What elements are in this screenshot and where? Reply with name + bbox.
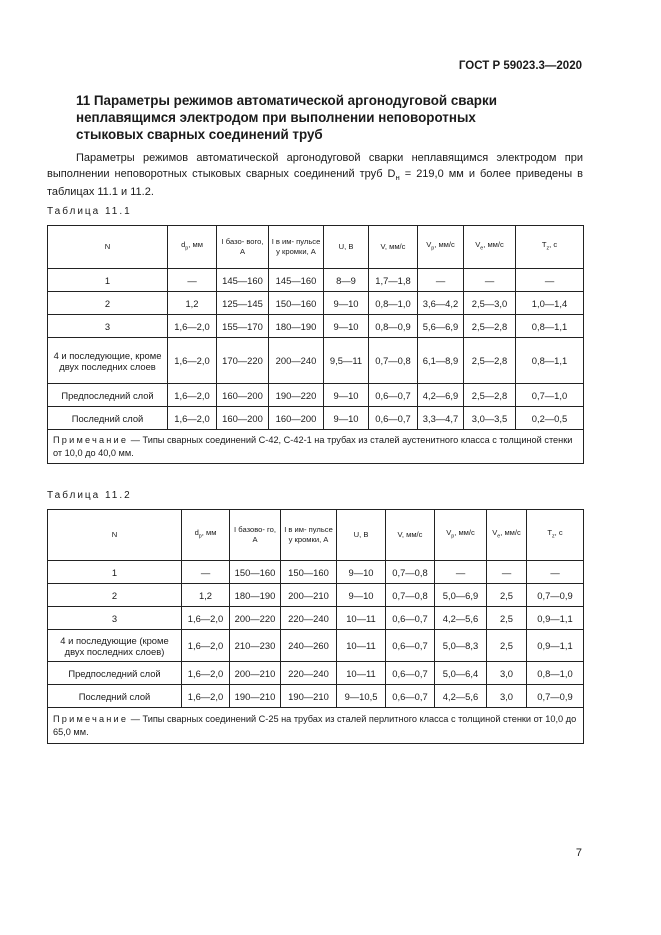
cell: 1	[48, 269, 168, 292]
cell: 220—240	[281, 607, 337, 630]
cell: —	[516, 269, 584, 292]
cell: 0,9—1,1	[527, 607, 584, 630]
cell: 9—10	[324, 407, 369, 430]
cell: 0,6—0,7	[386, 662, 435, 685]
cell: 1,6—2,0	[168, 315, 217, 338]
document-code: ГОСТ Р 59023.3—2020	[458, 60, 582, 72]
cell: 180—190	[230, 584, 281, 607]
cell: 0,8—0,9	[369, 315, 418, 338]
header-dp: $d_p$, мм	[168, 226, 217, 269]
header-dp: $d_p$, мм	[182, 510, 230, 561]
cell: 150—160	[230, 561, 281, 584]
cell: 5,0—6,9	[435, 584, 487, 607]
cell: 8—9	[324, 269, 369, 292]
cell: 3	[48, 315, 168, 338]
cell: 190—210	[281, 685, 337, 708]
cell: —	[182, 561, 230, 584]
cell: 0,2—0,5	[516, 407, 584, 430]
section-title-line: неплавящимся электродом при выполнении неповоротных	[76, 110, 476, 125]
cell: 2,5—2,8	[464, 315, 516, 338]
header-v: V, мм/с	[386, 510, 435, 561]
cell: 200—210	[230, 662, 281, 685]
cell: 200—210	[281, 584, 337, 607]
cell: 4,2—5,6	[435, 607, 487, 630]
cell: 150—160	[269, 292, 324, 315]
cell: 5,6—6,9	[418, 315, 464, 338]
cell: 2,5	[487, 630, 527, 662]
cell: 0,6—0,7	[386, 630, 435, 662]
table-11-2	[47, 509, 584, 744]
table-11-1	[47, 225, 584, 464]
cell: 0,7—0,8	[386, 584, 435, 607]
cell: 4,2—6,9	[418, 384, 464, 407]
cell: 9—10	[337, 584, 386, 607]
cell: 2	[48, 292, 168, 315]
table-row	[48, 561, 584, 584]
cell: 9—10	[324, 384, 369, 407]
cell: 1,6—2,0	[182, 630, 230, 662]
section-title	[76, 92, 546, 143]
cell: 2,5—2,8	[464, 384, 516, 407]
cell: 2,5	[487, 607, 527, 630]
table-row	[48, 292, 584, 315]
cell: 10—11	[337, 630, 386, 662]
cell: 150—160	[281, 561, 337, 584]
table-row	[48, 662, 584, 685]
header-v: V, мм/с	[369, 226, 418, 269]
cell: 10—11	[337, 662, 386, 685]
cell: 4 и последующие, кроме двух последних слоев	[48, 338, 168, 384]
cell: 1,6—2,0	[168, 384, 217, 407]
cell: 3	[48, 607, 182, 630]
intro-paragraph: Параметры режимов автоматической аргонодуговой сварки неплавящимся электродом при выполнении неповоротных стыковых сварных соединений труб $D_н = 219,0$ мм и более приведены в таблицах 11.1 и 11.2.	[47, 152, 583, 199]
header-n: N	[48, 226, 168, 269]
cell: 9,5—11	[324, 338, 369, 384]
cell: 0,6—0,7	[386, 607, 435, 630]
cell: 1	[48, 561, 182, 584]
header-n: N	[48, 510, 182, 561]
cell: 1,2	[168, 292, 217, 315]
cell: 0,6—0,7	[386, 685, 435, 708]
header-ve: $V_e$, мм/с	[487, 510, 527, 561]
cell: Предпоследний слой	[48, 384, 168, 407]
cell: 5,0—6,4	[435, 662, 487, 685]
cell: 9—10,5	[337, 685, 386, 708]
cell: —	[168, 269, 217, 292]
table-header-row	[48, 510, 584, 561]
table-note: Примечание — Типы сварных соединений С-42, С-42-1 на трубах из сталей аустенитного класса с толщиной стенки от 10,0 до 40,0 мм.	[48, 430, 584, 464]
cell: —	[418, 269, 464, 292]
table-note-row	[48, 708, 584, 744]
table-row	[48, 630, 584, 662]
cell: 155—170	[217, 315, 269, 338]
header-i-base: I базо- вого, А	[217, 226, 269, 269]
table-caption: Таблица 11.1	[47, 206, 132, 217]
header-u: U, В	[324, 226, 369, 269]
cell: —	[464, 269, 516, 292]
table-row	[48, 338, 584, 384]
cell: 200—240	[269, 338, 324, 384]
cell: 1,6—2,0	[168, 407, 217, 430]
cell: 3,6—4,2	[418, 292, 464, 315]
section-title-line: стыковых сварных соединений труб	[76, 127, 323, 142]
cell: 0,6—0,7	[369, 407, 418, 430]
cell: 10—11	[337, 607, 386, 630]
cell: 190—210	[230, 685, 281, 708]
cell: 1,2	[182, 584, 230, 607]
cell: 160—200	[217, 407, 269, 430]
cell: 3,0	[487, 662, 527, 685]
table-row	[48, 607, 584, 630]
cell: 145—160	[269, 269, 324, 292]
header-tz: $T_z$, с	[527, 510, 584, 561]
header-i-pulse: I в им- пульсе у кромки, А	[269, 226, 324, 269]
header-i-base: I базово- го, А	[230, 510, 281, 561]
cell: 0,7—0,9	[527, 584, 584, 607]
table-header-row	[48, 226, 584, 269]
table-note-row	[48, 430, 584, 464]
cell: 240—260	[281, 630, 337, 662]
cell: 2,5—2,8	[464, 338, 516, 384]
cell: 1,6—2,0	[168, 338, 217, 384]
cell: 4 и последующие (кроме двух последних слоев)	[48, 630, 182, 662]
cell: 2,5	[487, 584, 527, 607]
cell: 160—200	[269, 407, 324, 430]
cell: 6,1—8,9	[418, 338, 464, 384]
cell: 0,7—1,0	[516, 384, 584, 407]
table-row	[48, 384, 584, 407]
cell: 210—230	[230, 630, 281, 662]
cell: 3,3—4,7	[418, 407, 464, 430]
cell: 3,0—3,5	[464, 407, 516, 430]
cell: 0,6—0,7	[369, 384, 418, 407]
cell: 220—240	[281, 662, 337, 685]
cell: 4,2—5,6	[435, 685, 487, 708]
table-row	[48, 584, 584, 607]
header-ve: $V_e$, мм/с	[464, 226, 516, 269]
table-note: Примечание — Типы сварных соединений С-25 на трубах из сталей перлитного класса с толщиной стенки от 10,0 до 65,0 мм.	[48, 708, 584, 744]
cell: 2,5—3,0	[464, 292, 516, 315]
cell: 0,8—1,1	[516, 338, 584, 384]
cell: Последний слой	[48, 685, 182, 708]
header-vp: $V_p$, мм/с	[435, 510, 487, 561]
cell: 125—145	[217, 292, 269, 315]
cell: 1,6—2,0	[182, 607, 230, 630]
cell: —	[527, 561, 584, 584]
cell: —	[435, 561, 487, 584]
cell: 1,7—1,8	[369, 269, 418, 292]
cell: 170—220	[217, 338, 269, 384]
cell: 160—200	[217, 384, 269, 407]
cell: —	[487, 561, 527, 584]
cell: 145—160	[217, 269, 269, 292]
cell: 0,7—0,8	[386, 561, 435, 584]
cell: 9—10	[324, 292, 369, 315]
header-tz: $T_z$, с	[516, 226, 584, 269]
cell: Предпоследний слой	[48, 662, 182, 685]
cell: 190—220	[269, 384, 324, 407]
cell: 2	[48, 584, 182, 607]
cell: 0,8—1,0	[527, 662, 584, 685]
header-u: U, В	[337, 510, 386, 561]
cell: 0,8—1,1	[516, 315, 584, 338]
cell: 1,0—1,4	[516, 292, 584, 315]
cell: 0,7—0,8	[369, 338, 418, 384]
table-caption: Таблица 11.2	[47, 490, 132, 501]
cell: 180—190	[269, 315, 324, 338]
page-number: 7	[575, 847, 582, 859]
header-i-pulse: I в им- пульсе у кромки, А	[281, 510, 337, 561]
cell: 9—10	[324, 315, 369, 338]
table-row	[48, 269, 584, 292]
cell: 200—220	[230, 607, 281, 630]
section-title-line: 11 Параметры режимов автоматической аргонодуговой сварки	[76, 93, 497, 108]
cell: 0,8—1,0	[369, 292, 418, 315]
cell: 5,0—8,3	[435, 630, 487, 662]
table-row	[48, 407, 584, 430]
table-row	[48, 315, 584, 338]
cell: 3,0	[487, 685, 527, 708]
cell: 1,6—2,0	[182, 662, 230, 685]
cell: 1,6—2,0	[182, 685, 230, 708]
cell: Последний слой	[48, 407, 168, 430]
cell: 0,7—0,9	[527, 685, 584, 708]
cell: 9—10	[337, 561, 386, 584]
table-row	[48, 685, 584, 708]
header-vp: $V_p$, мм/с	[418, 226, 464, 269]
cell: 0,9—1,1	[527, 630, 584, 662]
